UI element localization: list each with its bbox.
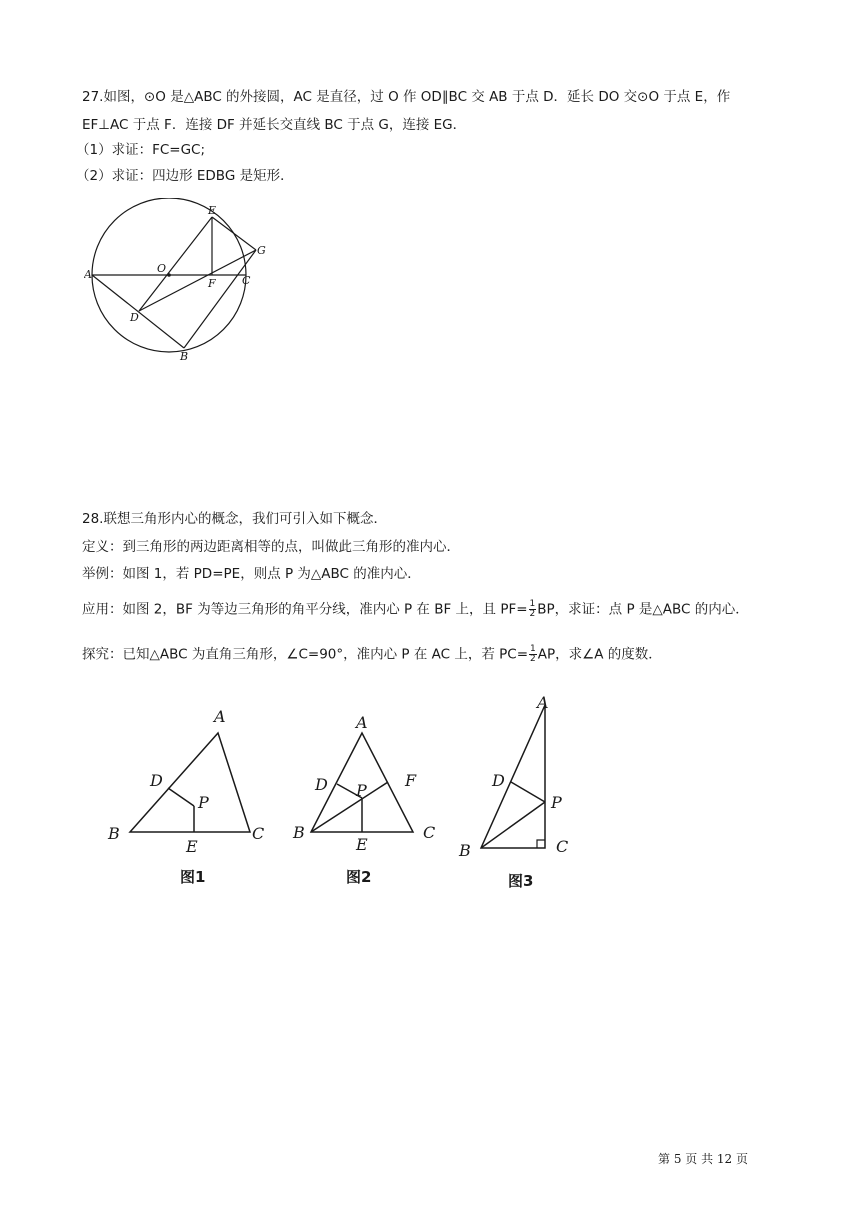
fig2-label-d: D [315, 775, 328, 794]
label-f: F [208, 277, 216, 290]
fig2-caption: 图2 [346, 868, 372, 886]
fig2-label-e: E [356, 835, 368, 854]
fig1-label-e: E [186, 837, 198, 856]
segment-de [139, 217, 212, 311]
fig1-label-c: C [252, 824, 265, 843]
fig1-caption: 图1 [180, 868, 206, 886]
fig3-caption: 图3 [508, 872, 534, 890]
fig1-label-d: D [150, 771, 163, 790]
fig1-label-b: B [108, 824, 120, 843]
fig3-label-d: D [492, 771, 505, 790]
label-e: E [208, 204, 217, 217]
fraction-one-half: $\frac{1}{2}$ [530, 644, 536, 664]
fig3-triangle [481, 705, 545, 848]
segment-eg [212, 217, 256, 250]
label-d: D [130, 311, 139, 324]
fig2-label-p: P [356, 781, 367, 800]
fig1-label-a: A [214, 707, 226, 726]
page-number: 第 5 页 共 12 页 [658, 1152, 748, 1166]
fraction-one-half: $\frac{1}{2}$ [529, 599, 536, 619]
label-a: A [84, 268, 92, 281]
q28-line1: 28.联想三角形内心的概念，我们可引入如下概念． [82, 511, 387, 527]
fig3-label-c: C [556, 837, 569, 856]
q28-example: 举例：如图 1，若 PD=PE，则点 P 为△ABC 的准内心． [82, 566, 421, 582]
q28-figures [100, 690, 600, 900]
q27-line1: 27.如图，⊙O 是△ABC 的外接圆，AC 是直径，过 O 作 OD∥BC 交 AB 于点 D．延长 DO 交⊙O 于点 E，作 [82, 89, 731, 105]
fig2-label-f: F [405, 771, 417, 790]
label-g: G [257, 244, 266, 257]
fig1-pd [168, 788, 194, 806]
q28-explore [82, 645, 662, 664]
q28-application-before: 应用：如图 2，BF 为等边三角形的角平分线，准内心 P 在 BF 上，且 PF= [82, 601, 528, 618]
q27-line2: EF⊥AC 于点 F．连接 DF 并延长交直线 BC 于点 G，连接 EG． [82, 117, 467, 133]
q28-application [82, 600, 749, 619]
label-o: O [157, 262, 167, 275]
point-o [167, 273, 171, 277]
q27-part2: （2）求证：四边形 EDBG 是矩形． [76, 168, 294, 184]
q28-application-after: BP，求证：点 P 是△ABC 的内心． [537, 601, 749, 618]
q27-figure [84, 198, 284, 370]
label-c: C [242, 274, 251, 287]
q27-part1: （1）求证：FC=GC; [76, 142, 206, 158]
fig3-right-angle-mark [537, 840, 545, 848]
q28-explore-after: AP，求∠A 的度数． [537, 646, 662, 663]
fig3-label-a: A [537, 693, 549, 712]
fig3-label-p: P [551, 793, 562, 812]
fig2-label-a: A [356, 713, 368, 732]
segment-dg [139, 250, 256, 311]
fig3-label-b: B [459, 841, 471, 860]
q28-explore-before: 探究：已知△ABC 为直角三角形，∠C=90°，准内心 P 在 AC 上，若 PC= [82, 646, 529, 663]
fig2-label-b: B [293, 823, 305, 842]
label-b: B [180, 350, 189, 363]
q28-definition: 定义：到三角形的两边距离相等的点，叫做此三角形的准内心． [82, 539, 460, 555]
fig1-label-p: P [198, 793, 209, 812]
fig3-pd [511, 782, 545, 802]
fig2-label-c: C [423, 823, 436, 842]
fig1-triangle [130, 733, 250, 832]
